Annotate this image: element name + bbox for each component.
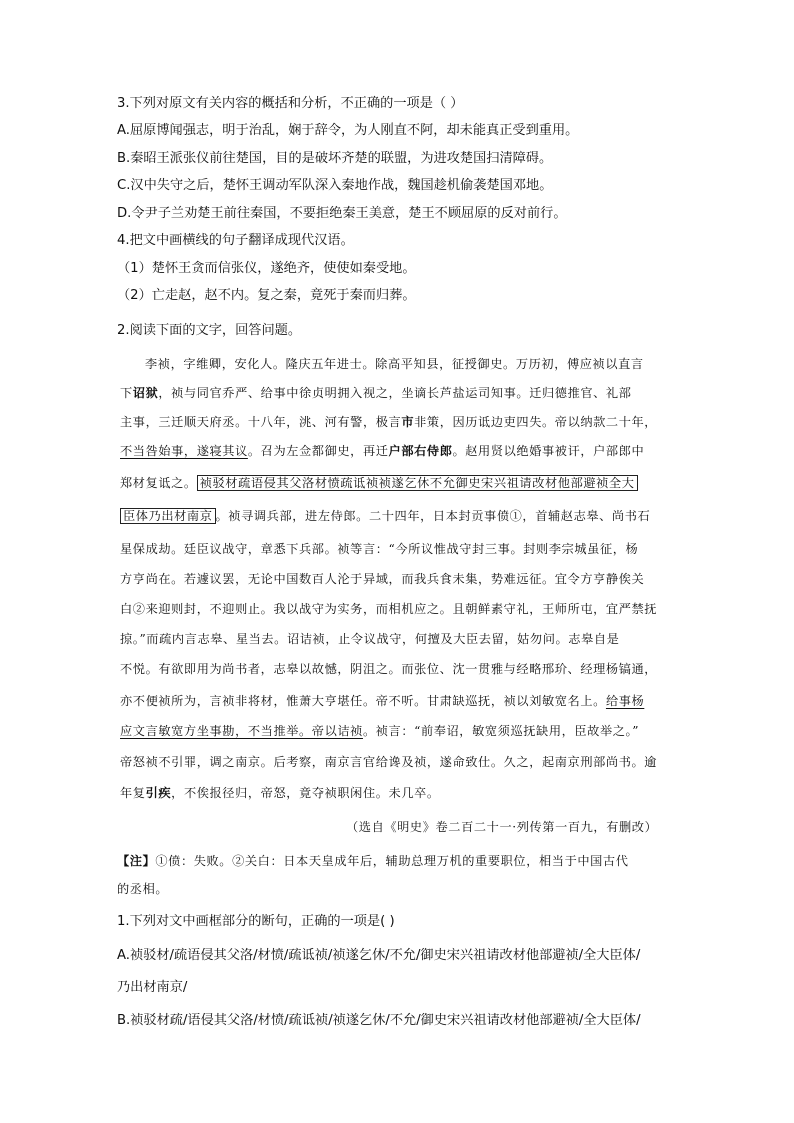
passage-line-10: 掠。”而疏内言志皋、星当去。诏诘祯，止令议战守，何擅及大臣去留，姑勿问。志皋自是 bbox=[120, 632, 620, 646]
passage-text: 非策，因历诋边吏四失。帝以纳款二十年， bbox=[414, 415, 658, 429]
boxed-passage-part-1: 祯驳材疏语侵其父洛材愤疏诋祯祯遂乞休不允御史宋兴祖请改材他部避祯全大 bbox=[197, 475, 638, 491]
q3-option-b: B.秦昭王派张仪前往楚国，目的是破坏齐楚的联盟，为进攻楚国扫清障碍。 bbox=[117, 151, 553, 166]
passage-bold-term: 户部右侍郎 bbox=[388, 444, 453, 458]
passage-line-8: 方亨尚在。若遽议罢，无论中国数百人沦于异域，而我兵食未集，势难远征。宜令方亨静俟关 bbox=[120, 572, 645, 586]
boxed-passage-part-2: 臣体乃出材南京 bbox=[120, 508, 216, 524]
q4-sentence-1: （1）楚怀王贪而信张仪，遂绝齐，使使如秦受地。 bbox=[117, 261, 416, 276]
passage-text: 。祯寻调兵部，进左侍郎。二十四年，日本封贡事偾①，首辅赵志皋、尚书石 bbox=[215, 509, 651, 523]
notes-text: ①偾：失败。②关白：日本天皇成年后，辅助总理万机的重要职位，相当于中国古代 bbox=[155, 854, 629, 868]
q1-stem: 1.下列对文中画框部分的断句，正确的一项是( ) bbox=[117, 914, 395, 929]
passage-line-3 bbox=[120, 413, 657, 431]
passage-line-5 bbox=[120, 474, 638, 492]
underlined-sentence: 应文言敏宽方坐事勘，不当推举。帝以诘祯 bbox=[120, 724, 363, 738]
q1-option-b-line-1: B.祯驳材疏/语侵其父洛/材愤/疏诋祯/祯遂乞休/不允/御史宋兴祖请改材他部避祯/全大臣体/ bbox=[117, 1013, 641, 1028]
notes-line-2: 的丞相。 bbox=[117, 882, 169, 896]
passage-bold-term: 引疾 bbox=[145, 786, 172, 800]
q4-sentence-2: （2）亡走赵，赵不内。复之秦，竟死于秦而归葬。 bbox=[117, 288, 416, 303]
q3-option-d: D.令尹子兰劝楚王前往秦国，不要拒绝秦王美意，楚王不顾屈原的反对前行。 bbox=[117, 206, 567, 221]
notes-label: 【注】 bbox=[117, 854, 156, 868]
passage-line-13 bbox=[120, 722, 639, 740]
passage-line-2 bbox=[120, 384, 632, 402]
passage-text: 亦不便祯所为，言祯非将材，惟萧大亨堪任。帝不听。甘肃缺巡抚，祯以刘敏宽名上。 bbox=[120, 694, 606, 708]
passage-text: 。祯言：“前奉诏，敏宽须巡抚缺用，臣故举之。” bbox=[362, 724, 640, 738]
q3-stem: 3.下列对原文有关内容的概括和分析，不正确的一项是（ ） bbox=[117, 96, 464, 111]
passage-text: 。召为左佥都御史，再迁 bbox=[247, 444, 389, 458]
passage-line-7: 星保成劫。廷臣议战守，章悉下兵部。祯等言：“今所议惟战守封三事。封则李宗城虽征，杨 bbox=[120, 542, 639, 556]
passage-text: 。赵用贤以绝婚事被讦，户部郎中 bbox=[452, 444, 645, 458]
q4-stem: 4.把文中画横线的句子翻译成现代汉语。 bbox=[117, 233, 354, 248]
passage-line-15 bbox=[120, 784, 440, 802]
passage-source: （选自《明史》卷二百二十一·列传第一百九，有删改） bbox=[346, 820, 658, 834]
passage-text: ，祯与同官乔严、给事中徐贞明拥入视之，坐谪长芦盐运司知事。迁归德推官、礼部 bbox=[158, 386, 632, 400]
notes-line-1 bbox=[117, 852, 629, 870]
passage-text: 下 bbox=[120, 386, 133, 400]
q1-option-a-line-1: A.祯驳材/疏语侵其父洛/材愤/疏诋祯/祯遂乞休/不允/御史宋兴祖请改材他部避祯/全大臣体/ bbox=[117, 948, 641, 963]
passage-line-9: 白②来迎则封，不迎则止。我以战守为实务，而相机应之。且朝鲜素守礼，王师所屯，宜严禁抚 bbox=[120, 602, 658, 616]
passage-line-4 bbox=[120, 442, 644, 460]
passage-line-11: 不悦。有欲即用为尚书者，志皋以故憾，阴沮之。而张位、沈一贯雅与经略邢玠、经理杨镐通， bbox=[120, 662, 658, 676]
passage-bold-term: 诏狱 bbox=[132, 386, 159, 400]
passage-bold-term: 市 bbox=[401, 415, 415, 429]
passage-text: 主事，三迁顺天府丞。十八年，洮、河有警，极言 bbox=[120, 415, 402, 429]
passage-text: ，不俟报径归，帝怒，竟夺祯职闲住。未几卒。 bbox=[171, 786, 440, 800]
underlined-sentence: 给事杨 bbox=[605, 694, 645, 708]
passage-line-6 bbox=[120, 507, 650, 525]
passage-line-14: 帝怒祯不引罪，调之南京。后考察，南京言官给谗及祯，遂命致仕。久之，起南京刑部尚书。逾 bbox=[120, 755, 658, 769]
q3-option-a: A.屈原博闻强志，明于治乱，娴于辞令，为人刚直不阿，却未能真正受到重用。 bbox=[117, 123, 579, 138]
underlined-sentence: 不当咎始事，遂寝其议 bbox=[120, 444, 248, 458]
q1-option-a-line-2: 乃出材南京/ bbox=[117, 980, 188, 995]
passage-text: 郑材复诋之。 bbox=[120, 476, 197, 490]
section-2-title: 2.阅读下面的文字，回答问题。 bbox=[117, 323, 302, 338]
passage-line-12 bbox=[120, 692, 644, 710]
passage-line-1: 李祯，字维卿，安化人。隆庆五年进士。除高平知县，征授御史。万历初，傅应祯以直言 bbox=[145, 357, 644, 371]
passage-text: 年复 bbox=[120, 786, 146, 800]
q3-option-c: C.汉中失守之后，楚怀王调动军队深入秦地作战，魏国趁机偷袭楚国邓地。 bbox=[117, 178, 553, 193]
